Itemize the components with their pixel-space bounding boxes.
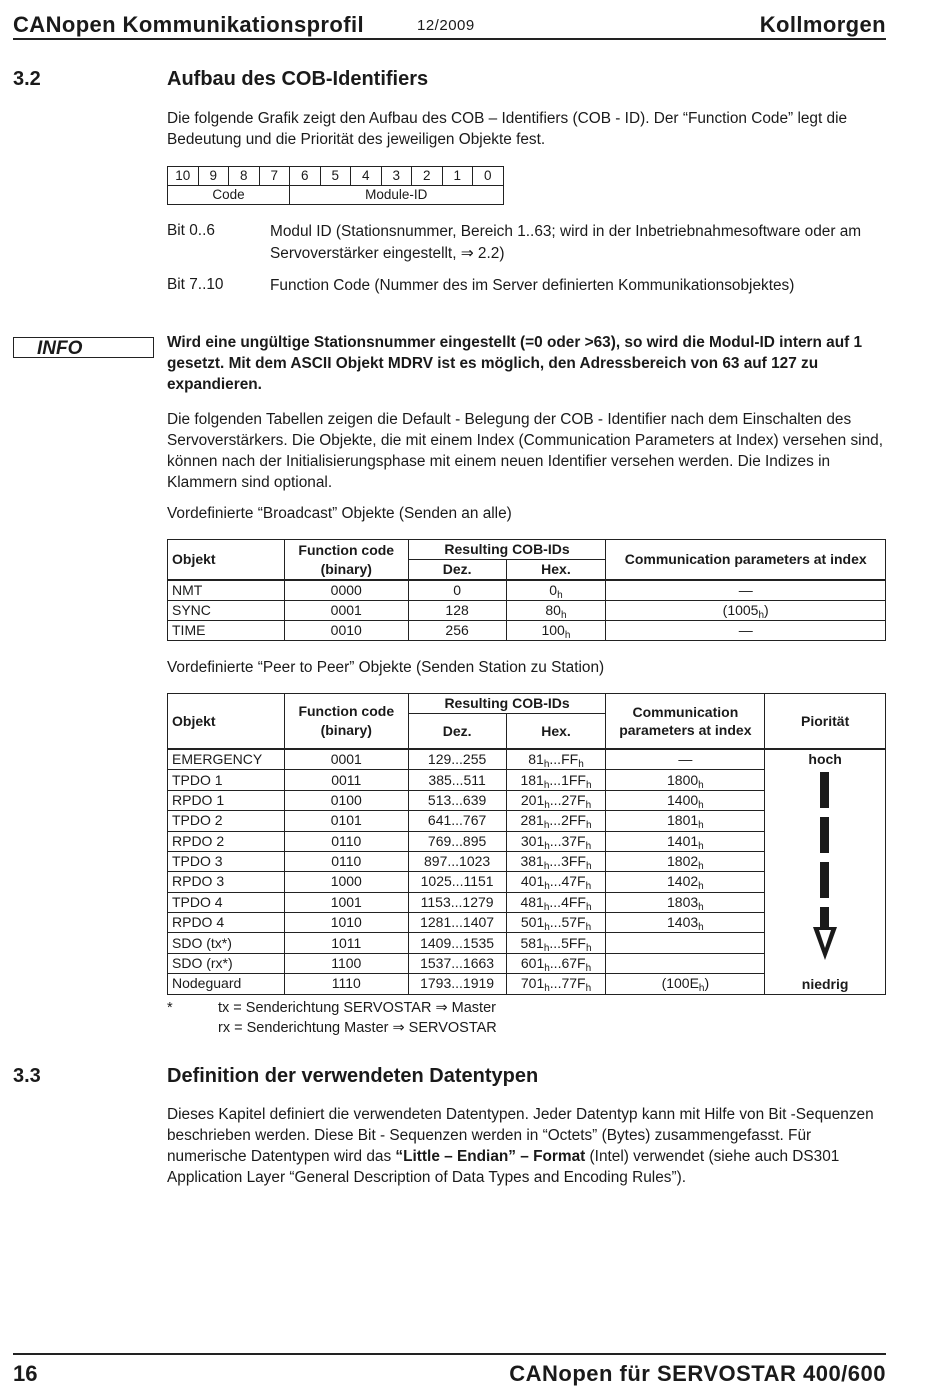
cell-dez: 129...255	[408, 749, 506, 770]
cell-objekt: NMT	[168, 580, 285, 601]
page-number: 16	[13, 1361, 38, 1386]
cell-dez: 1537...1663	[408, 953, 506, 973]
header-title: CANopen Kommunikationsprofil	[13, 12, 364, 37]
cell-comm: —	[606, 580, 886, 601]
bit-cell: 2	[412, 167, 443, 186]
bit-label: Bit 0..6	[167, 222, 215, 239]
cell-objekt: RPDO 4	[168, 913, 285, 933]
bit-cell: 8	[229, 167, 260, 186]
col-objekt: Objekt	[168, 694, 285, 750]
cell-comm: $1402_h$	[606, 872, 765, 892]
cell-comm: $(1005_h)$	[606, 601, 886, 621]
cell-code: 1001	[284, 892, 408, 912]
footer-rule	[13, 1353, 886, 1355]
cell-hex: $0_h$	[506, 580, 606, 601]
header-rule	[13, 38, 886, 40]
cell-code: 0011	[284, 770, 408, 790]
section-title: Aufbau des COB-Identifiers	[167, 68, 429, 90]
cell-dez: 385...511	[408, 770, 506, 790]
bit-layout-table	[167, 166, 504, 205]
footer-title: CANopen für SERVOSTAR 400/600	[509, 1361, 886, 1386]
cell-dez: 1409...1535	[408, 933, 506, 953]
cell-dez: 128	[408, 601, 506, 621]
cell-comm: —	[606, 749, 765, 770]
cell-dez: 641...767	[408, 811, 506, 831]
cell-hex: $201_h...27F_h$	[506, 790, 606, 810]
cell-hex: $601_h...67F_h$	[506, 953, 606, 973]
cell-code: 0001	[284, 749, 408, 770]
bit-cell: 9	[198, 167, 229, 186]
info-label: INFO	[13, 337, 154, 358]
col-resulting: Resulting COB-IDs	[408, 540, 606, 560]
col-resulting: Resulting COB-IDs	[408, 694, 606, 714]
bit-number-row	[168, 167, 504, 186]
bit-cell: 10	[168, 167, 199, 186]
cell-hex: $701_h...77F_h$	[506, 974, 606, 994]
cell-comm: $1802_h$	[606, 851, 765, 871]
code-field: Code	[168, 186, 290, 205]
footnote-star: *	[167, 1000, 173, 1016]
p2p-table	[167, 693, 886, 995]
col-objekt: Objekt	[168, 540, 285, 581]
datatypes-paragraph: Dieses Kapitel definiert die verwendeten Datentypen. Jeder Datentyp kann mit Hilfe von Bit -Sequenzen beschrieben werden. Diese Bit - Sequenzen werden in “Octets” (Bytes) zusammengefasst. Für numerische Datentypen wird das “Little – Endian” – Format (Intel) verwendet (siehe auch DS301 Application Layer “General Description of Data Types and Encoding Rules”).	[167, 1106, 874, 1186]
cell-comm: $1400_h$	[606, 790, 765, 810]
cell-comm: $(100E_h)$	[606, 974, 765, 994]
cell-comm	[606, 933, 765, 953]
cell-objekt: TPDO 3	[168, 851, 285, 871]
section-number: 3.3	[13, 1065, 41, 1087]
table-row	[168, 601, 886, 621]
cell-objekt: SYNC	[168, 601, 285, 621]
col-function-code: Function code (binary)	[284, 694, 408, 750]
cell-comm: $1800_h$	[606, 770, 765, 790]
cell-dez: 1025...1151	[408, 872, 506, 892]
bit-cell: 0	[473, 167, 504, 186]
cell-code: 0001	[284, 601, 408, 621]
col-comm: Communication parameters at index	[606, 694, 765, 750]
col-hex: Hex.	[506, 714, 606, 750]
bit-cell: 5	[320, 167, 351, 186]
col-dez: Dez.	[408, 714, 506, 750]
cell-hex: $481_h...4FF_h$	[506, 892, 606, 912]
cell-code: 0110	[284, 851, 408, 871]
cell-code: 1100	[284, 953, 408, 973]
cell-code: 1010	[284, 913, 408, 933]
cell-code: 0110	[284, 831, 408, 851]
module-id-field: Module-ID	[290, 186, 504, 205]
cell-dez: 897...1023	[408, 851, 506, 871]
cell-code: 1011	[284, 933, 408, 953]
col-function-code: Function code (binary)	[284, 540, 408, 581]
footnote-tx: tx = Senderichtung SERVOSTAR ⇒ Master	[218, 1000, 496, 1016]
broadcast-caption: Vordefinierte “Broadcast” Objekte (Senden an alle)	[167, 505, 512, 522]
section-title: Definition der verwendeten Datentypen	[167, 1065, 539, 1087]
cell-dez: 513...639	[408, 790, 506, 810]
cell-comm: $1801_h$	[606, 811, 765, 831]
cell-comm: —	[606, 621, 886, 641]
cell-dez: 1153...1279	[408, 892, 506, 912]
tables-intro: Die folgenden Tabellen zeigen die Default - Belegung der COB - Identifier nach dem Einschalten des Servoverstärkers. Die Objekte, die mit einem Index (Communication Parameters at Index) versehen sind, können nach der Initialisierungsphase mit einem neuen Identifier versehen werden. Die Indizes in Klammern sind optional.	[167, 411, 883, 491]
cell-comm: $1803_h$	[606, 892, 765, 912]
info-text: Wird eine ungültige Stationsnummer eingestellt (=0 oder >63), so wird die Modul-ID intern auf 1 gesetzt. Mit dem ASCII Objekt MDRV ist es möglich, den Adressbereich von 63 auf 127 zu expandieren.	[167, 334, 863, 393]
cell-objekt: TIME	[168, 621, 285, 641]
bit-cell: 1	[442, 167, 473, 186]
cell-objekt: Nodeguard	[168, 974, 285, 994]
header-date: 12/2009	[417, 17, 475, 34]
bit-label: Bit 7..10	[167, 276, 224, 293]
cell-code: 1000	[284, 872, 408, 892]
cell-hex: $100_h$	[506, 621, 606, 641]
table-row	[168, 621, 886, 641]
cell-hex: $301_h...37F_h$	[506, 831, 606, 851]
cell-code: 0010	[284, 621, 408, 641]
table-row	[168, 749, 886, 770]
priority-arrow-icon	[805, 772, 845, 962]
cell-code: 0100	[284, 790, 408, 810]
cell-hex: $80_h$	[506, 601, 606, 621]
cell-hex: $281_h...2FF_h$	[506, 811, 606, 831]
p2p-caption: Vordefinierte “Peer to Peer” Objekte (Senden Station zu Station)	[167, 659, 605, 676]
cell-hex: $401_h...47F_h$	[506, 872, 606, 892]
col-prioritaet: Piorität	[765, 694, 886, 750]
cell-objekt: SDO (tx*)	[168, 933, 285, 953]
cell-dez: 1793...1919	[408, 974, 506, 994]
cell-objekt: TPDO 2	[168, 811, 285, 831]
cell-comm: $1401_h$	[606, 831, 765, 851]
cell-hex: $81_h...FF_h$	[506, 749, 606, 770]
cell-objekt: TPDO 1	[168, 770, 285, 790]
bit-cell: 6	[290, 167, 321, 186]
cell-dez: 256	[408, 621, 506, 641]
table-row	[168, 580, 886, 601]
priority-column	[765, 749, 886, 994]
section-number: 3.2	[13, 68, 41, 90]
cell-comm	[606, 953, 765, 973]
cell-hex: $581_h...5FF_h$	[506, 933, 606, 953]
col-comm: Communication parameters at index	[606, 540, 886, 581]
cell-code: 0000	[284, 580, 408, 601]
cell-objekt: SDO (rx*)	[168, 953, 285, 973]
cell-hex: $381_h...3FF_h$	[506, 851, 606, 871]
cell-dez: 1281...1407	[408, 913, 506, 933]
bit-cell: 4	[351, 167, 382, 186]
intro-paragraph: Die folgende Grafik zeigt den Aufbau des COB – Identifiers (COB - ID). Der “Function Code” legt die Bedeutung und die Priorität des jeweiligen Objekte fest.	[167, 110, 848, 148]
cell-code: 0101	[284, 811, 408, 831]
cell-hex: $181_h...1FF_h$	[506, 770, 606, 790]
cell-objekt: TPDO 4	[168, 892, 285, 912]
priority-high: hoch	[808, 751, 842, 767]
bit-description: Function Code (Nummer des im Server definierten Kommunikationsobjektes)	[270, 277, 795, 294]
cell-comm: $1403_h$	[606, 913, 765, 933]
cell-hex: $501_h...57F_h$	[506, 913, 606, 933]
cell-dez: 0	[408, 580, 506, 601]
broadcast-table	[167, 539, 886, 641]
col-dez: Dez.	[408, 560, 506, 581]
cell-dez: 769...895	[408, 831, 506, 851]
cell-code: 1110	[284, 974, 408, 994]
cell-objekt: RPDO 2	[168, 831, 285, 851]
bit-field-row	[168, 186, 504, 205]
priority-low: niedrig	[801, 975, 849, 992]
cell-objekt: EMERGENCY	[168, 749, 285, 770]
bit-cell: 3	[381, 167, 412, 186]
header-brand: Kollmorgen	[759, 12, 886, 37]
cell-objekt: RPDO 3	[168, 872, 285, 892]
col-hex: Hex.	[506, 560, 606, 581]
footnote-rx: rx = Senderichtung Master ⇒ SERVOSTAR	[218, 1020, 497, 1036]
cell-objekt: RPDO 1	[168, 790, 285, 810]
bit-description: Modul ID (Stationsnummer, Bereich 1..63; wird in der Inbetriebnahmesoftware oder am Servoverstärker eingestellt, ⇒ 2.2)	[270, 223, 862, 262]
bit-cell: 7	[259, 167, 290, 186]
